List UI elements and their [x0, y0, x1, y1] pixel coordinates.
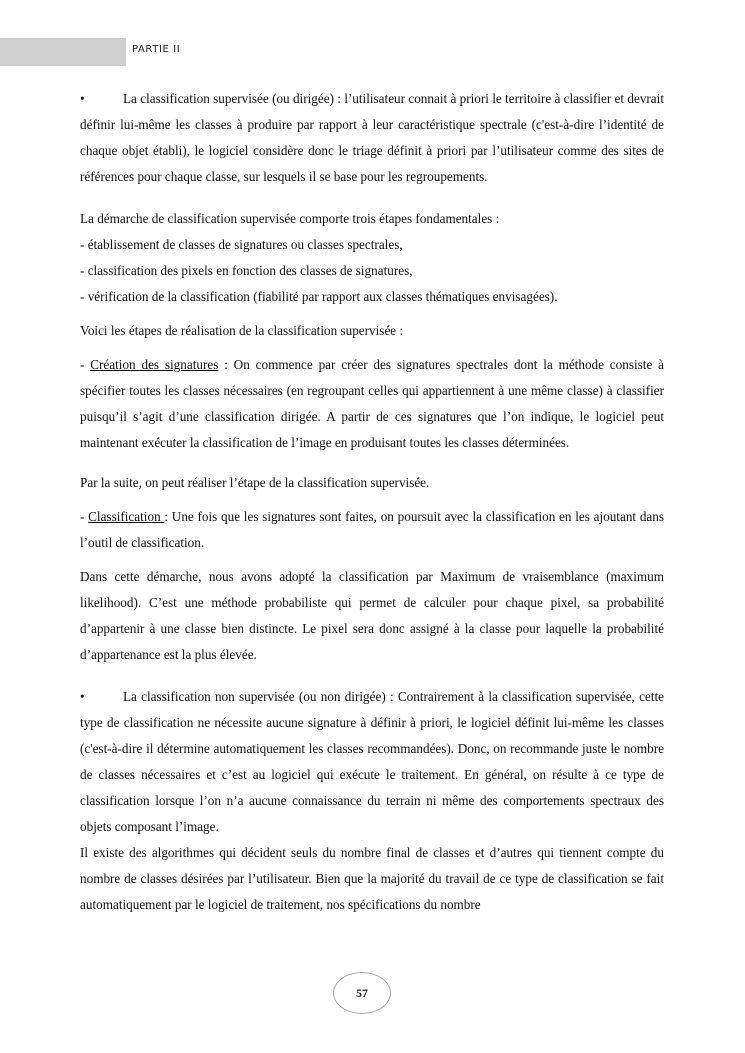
- list-item: - établissement de classes de signatures ou classes spectrales,: [80, 237, 403, 252]
- paragraph-text: La classification non supervisée (ou non dirigée) : Contrairement à la classification supervisée, cette type de classification ne nécessite aucune signature à définir à priori, le logiciel définit lui-même les classes (c'est-à-dire il détermine automatiquement les classes recommandées). Donc, on recommande juste le nombre de classes nécessaires et c’est au logiciel qui exécute le traitement. En général, on résulte à ce type de classification lorsque l’on n’a aucune connaissance du terrain ni même des comportements spectraux des objets composant l’image.: [80, 689, 664, 834]
- page-content: [80, 86, 664, 918]
- page-number: 57: [333, 972, 391, 1014]
- paragraph-signatures: [80, 352, 664, 456]
- bullet: •: [80, 689, 85, 704]
- paragraph-classification: [80, 504, 664, 556]
- term-classification: Classification: [88, 509, 165, 524]
- list-item: - vérification de la classification (fiabilité par rapport aux classes thématiques envisagées).: [80, 289, 558, 304]
- paragraph-steps-intro: La démarche de classification supervisée comporte trois étapes fondamentales :: [80, 211, 500, 226]
- term-creation-signatures: Création des signatures: [90, 357, 219, 372]
- dash: -: [80, 509, 89, 524]
- section-header: PARTIE II: [132, 44, 181, 55]
- paragraph-supervised: [80, 86, 664, 190]
- dash: -: [80, 357, 91, 372]
- paragraph-next-step: Par la suite, on peut réaliser l’étape de la classification supervisée.: [80, 475, 430, 490]
- paragraph-steps-realisation: Voici les étapes de réalisation de la classification supervisée :: [80, 323, 404, 338]
- header-bar: [0, 38, 126, 66]
- paragraph-maximum-likelihood: Dans cette démarche, nous avons adopté la classification par Maximum de vraisemblance (maximum likelihood). C’est une méthode probabiliste qui permet de calculer pour chaque pixel, sa probabilité d’appartenir à une classe bien distincte. Le pixel sera donc assigné à la classe pour laquelle la probabilité d’appartenance est la plus élevée.: [80, 569, 664, 662]
- paragraph-text: : Une fois que les signatures sont faites, on poursuit avec la classification en les ajoutant dans l’outil de classification.: [80, 509, 664, 550]
- list-item: - classification des pixels en fonction des classes de signatures,: [80, 263, 413, 278]
- paragraph-text: : On commence par créer des signatures spectrales dont la méthode consiste à spécifier toutes les classes nécessaires (en regroupant celles qui appartiennent à une même classe) à classifier puisqu’il s’agit d’une classification dirigée. A partir de ces signatures que l’on indique, le logiciel peut maintenant exécuter la classification de l’image en produisant toutes les classes déterminées.: [80, 357, 664, 450]
- paragraph-text: La classification supervisée (ou dirigée) : l’utilisateur connait à priori le territoire à classifier et devrait définir lui-même les classes à produire par rapport à leur caractéristique spectrale (c'est-à-dire l’identité de chaque objet établi), le logiciel considère donc le triage définit à priori par l’utilisateur comme des sites de références pour chaque classe, sur lesquels il se base pour les regroupements.: [80, 91, 664, 184]
- paragraph-algorithms: Il existe des algorithmes qui décident seuls du nombre final de classes et d’autres qui tiennent compte du nombre de classes désirées par l’utilisateur. Bien que la majorité du travail de ce type de classification se fait automatiquement par le logiciel de traitement, nos spécifications du nombre: [80, 845, 664, 912]
- bullet: •: [80, 91, 85, 106]
- paragraph-unsupervised: [80, 684, 664, 840]
